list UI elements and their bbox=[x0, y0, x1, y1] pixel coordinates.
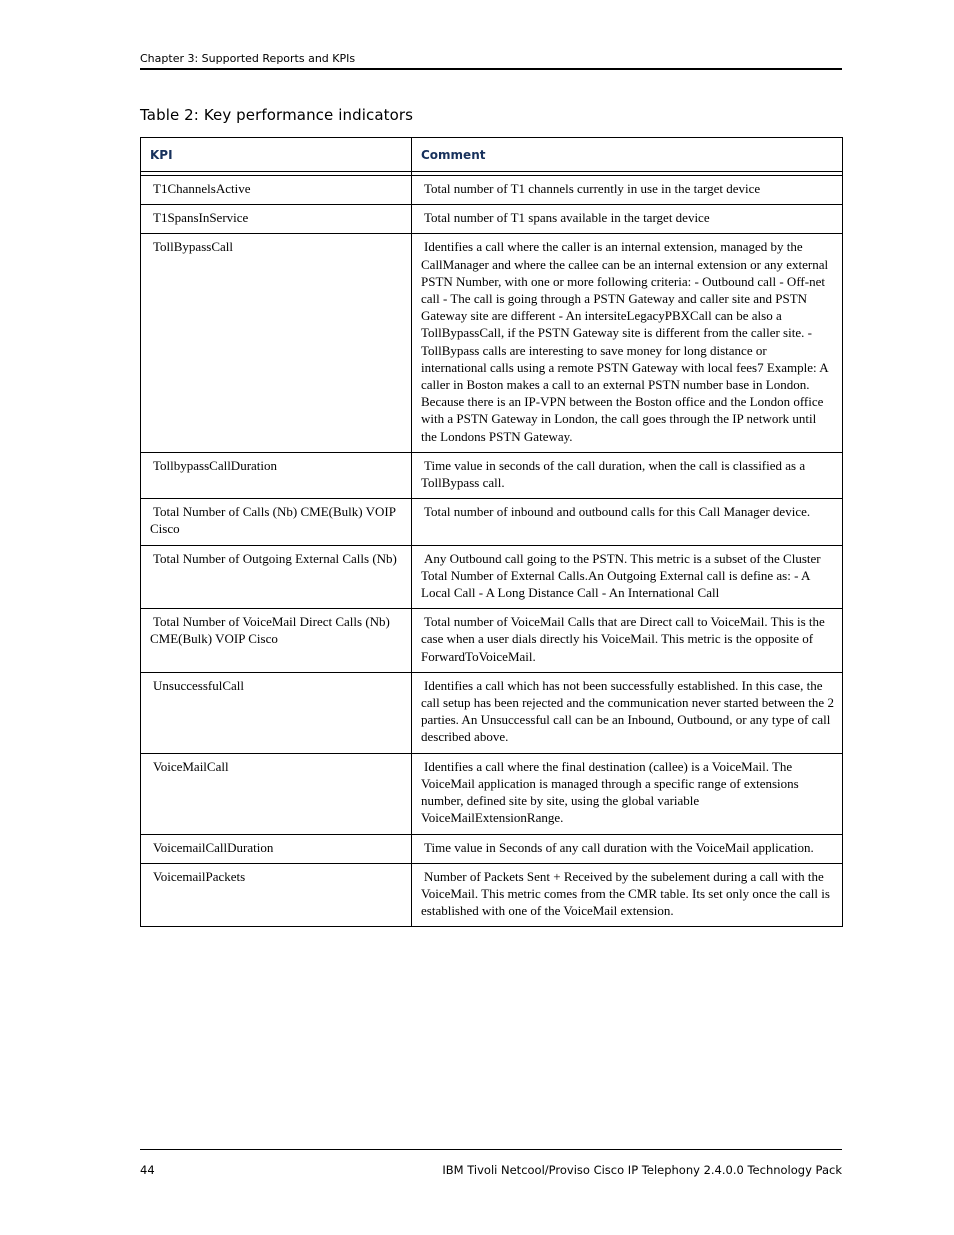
kpi-comment: Identifies a call which has not been successfully established. In this case, the call setup has been rejected and the communication never started between the 2 parties. An Unsuccessful call can be an Inbound, Outbound, or any type of call described above. bbox=[421, 677, 834, 745]
kpi-comment: Time value in Seconds of any call duration with the VoiceMail application. bbox=[424, 839, 814, 855]
kpi-comment: Any Outbound call going to the PSTN. This metric is a subset of the Cluster Total Number of External Calls.An Outgoing External call is define as: - A Local Call - A Long Distance Call - An International Call bbox=[421, 550, 821, 601]
page-footer bbox=[140, 1149, 842, 1177]
comment-cell bbox=[412, 753, 843, 834]
table-row bbox=[141, 609, 843, 673]
comment-cell bbox=[412, 672, 843, 753]
kpi-comment: Total number of VoiceMail Calls that are Direct call to VoiceMail. This is the case when a user dials directly his VoiceMail. This metric is the opposite of ForwardToVoiceMail. bbox=[421, 614, 825, 664]
kpi-cell bbox=[141, 205, 412, 234]
kpi-table bbox=[140, 137, 843, 927]
kpi-comment: Total number of inbound and outbound calls for this Call Manager device. bbox=[424, 504, 811, 520]
kpi-table-container bbox=[140, 137, 842, 927]
kpi-name: UnsuccessfulCall bbox=[153, 677, 244, 693]
page-header bbox=[140, 52, 842, 70]
comment-cell bbox=[412, 863, 843, 927]
comment-cell bbox=[412, 452, 843, 498]
page-number: 44 bbox=[140, 1163, 155, 1177]
table-row bbox=[141, 753, 843, 834]
kpi-name: VoiceMailCall bbox=[153, 758, 229, 774]
table-row bbox=[141, 545, 843, 609]
kpi-cell bbox=[141, 863, 412, 927]
kpi-name: TollBypassCall bbox=[153, 239, 233, 255]
comment-cell bbox=[412, 609, 843, 673]
kpi-cell bbox=[141, 176, 412, 205]
kpi-cell bbox=[141, 452, 412, 498]
kpi-name: T1ChannelsActive bbox=[153, 181, 251, 196]
comment-cell bbox=[412, 545, 843, 609]
kpi-name: Total Number of Outgoing External Calls (Nb) bbox=[153, 550, 397, 566]
comment-cell bbox=[412, 176, 843, 205]
table-row bbox=[141, 205, 843, 234]
kpi-comment: Identifies a call where the caller is an internal extension, managed by the CallManager and where the callee can be an internal extension or any external PSTN Number, with one or more following criteria: - Outbound call - Off-net call - The call is going through a PSTN Gateway and caller site and PSTN Gateway site are different - An intersiteLegacyPBXCall can be also a TollBypassCall, if the PSTN Gateway site is different from the caller site. - TollBypass calls are interesting to save money for long distance or international calls using a remote PSTN Gateway with local fees7 Example: A caller in Boston makes a call to an external PSTN number base in London. Because there is an IP-VPN between the Boston office and the London office with a PSTN Gateway in London, the call goes through the IP network until the Londons PSTN Gateway. bbox=[421, 239, 829, 444]
kpi-cell bbox=[141, 672, 412, 753]
column-header-kpi: KPI bbox=[141, 138, 412, 172]
kpi-cell bbox=[141, 834, 412, 863]
table-row bbox=[141, 499, 843, 545]
kpi-name: Total Number of VoiceMail Direct Calls (Nb) CME(Bulk) VOIP Cisco bbox=[150, 614, 390, 647]
document-title: IBM Tivoli Netcool/Proviso Cisco IP Telephony 2.4.0.0 Technology Pack bbox=[442, 1163, 842, 1177]
kpi-name: T1SpansInService bbox=[153, 210, 249, 226]
kpi-comment: Total number of T1 channels currently in use in the target device bbox=[424, 181, 761, 196]
table-row bbox=[141, 834, 843, 863]
kpi-cell bbox=[141, 499, 412, 545]
kpi-comment: Identifies a call where the final destination (callee) is a VoiceMail. The VoiceMail application is managed through a specific range of extensions number, defined site by site, using the global variable VoiceMailExtensionRange. bbox=[421, 758, 799, 826]
kpi-cell bbox=[141, 753, 412, 834]
kpi-cell bbox=[141, 609, 412, 673]
kpi-comment: Total number of T1 spans available in the target device bbox=[424, 210, 710, 226]
table-row bbox=[141, 452, 843, 498]
kpi-name: VoicemailCallDuration bbox=[153, 839, 274, 855]
column-header-comment: Comment bbox=[412, 138, 843, 172]
table-title: Table 2: Key performance indicators bbox=[140, 106, 414, 124]
kpi-cell bbox=[141, 234, 412, 452]
kpi-comment: Number of Packets Sent + Received by the subelement during a call with the VoiceMail. This metric comes from the CMR table. Its set only once the call is established with one of the VoiceMail extension. bbox=[421, 868, 830, 919]
kpi-cell bbox=[141, 545, 412, 609]
table-row bbox=[141, 863, 843, 927]
comment-cell bbox=[412, 234, 843, 452]
kpi-name: TollbypassCallDuration bbox=[153, 457, 278, 473]
table-header-row bbox=[141, 138, 843, 172]
comment-cell bbox=[412, 834, 843, 863]
chapter-heading: Chapter 3: Supported Reports and KPIs bbox=[140, 52, 356, 65]
table-row bbox=[141, 234, 843, 452]
kpi-comment: Time value in seconds of the call duration, when the call is classified as a TollBypass call. bbox=[421, 457, 806, 491]
comment-cell bbox=[412, 499, 843, 545]
table-row bbox=[141, 176, 843, 205]
kpi-name: VoicemailPackets bbox=[153, 868, 246, 884]
comment-cell bbox=[412, 205, 843, 234]
table-row bbox=[141, 672, 843, 753]
kpi-name: Total Number of Calls (Nb) CME(Bulk) VOIP Cisco bbox=[150, 504, 396, 537]
